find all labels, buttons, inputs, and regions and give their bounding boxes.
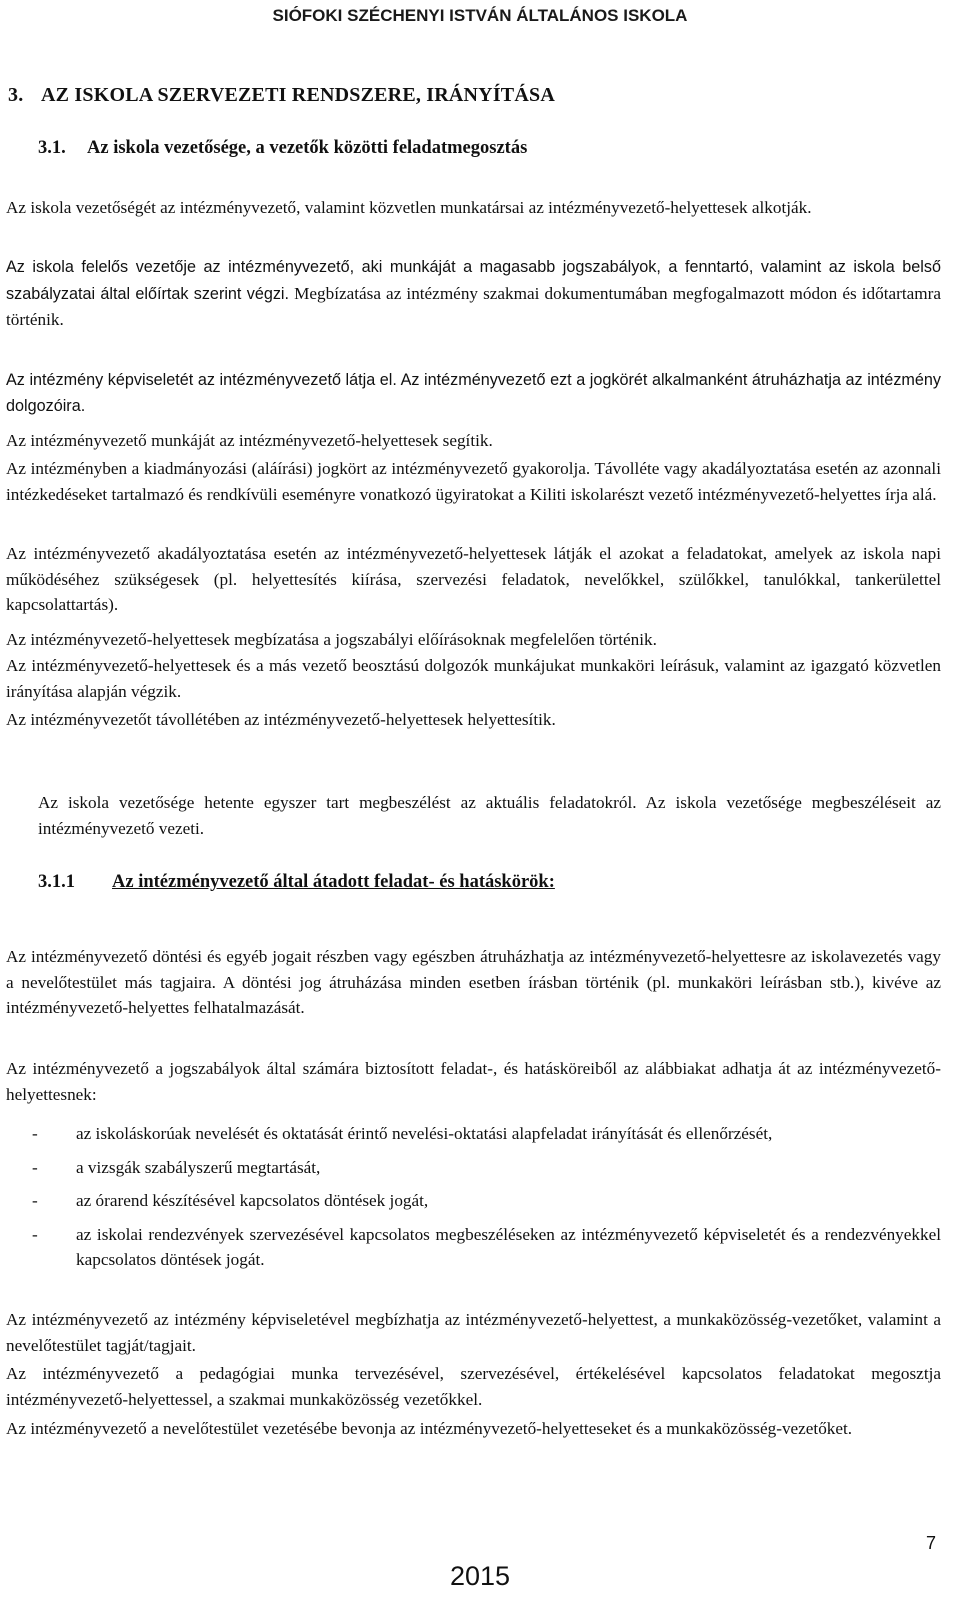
delegated-tasks-list	[6, 1121, 941, 1281]
paragraph-text: Megbízatása az intézmény szakmai dokumentumában megfogalmazott módon és időtartamra történik.	[6, 283, 941, 329]
paragraph: Az intézményvezető a jogszabályok által számára biztosított feladat-, és hatásköreiből az alábbiakat adhatja át az intézményvezető-helyettesnek:	[6, 1059, 941, 1104]
footer-year: 2015	[449, 1561, 511, 1591]
paragraph: Az intézményvezető a pedagógiai munka tervezésével, szervezésével, értékelésével kapcsolatos feladatokat megosztja intézményvezető-helyettessel, a szakmai munkaközösség vezetőkkel.	[6, 1364, 941, 1409]
paragraph: Az intézményvezető a nevelőtestület vezetésébe bevonja az intézményvezető-helyetteseket és a munkaközösség-vezetőket.	[6, 1419, 853, 1438]
list-item-text: az iskoláskorúak nevelését és oktatását érintő nevelési-oktatási alapfeladat irányítását és ellenőrzését,	[76, 1124, 773, 1143]
list-item	[6, 1155, 941, 1181]
paragraph: Az iskola vezetősége hetente egyszer tart megbeszélést az aktuális feladatokról. Az iskola vezetősége megbeszéléseit az intézményvezető vezeti.	[38, 793, 941, 838]
subsection-title: Az iskola vezetősége, a vezetők közötti feladatmegosztás	[87, 138, 528, 158]
subsubsection-number: 3.1.1	[38, 872, 75, 892]
paragraph	[6, 368, 941, 419]
section-heading	[8, 84, 555, 107]
list-item-text: az órarend készítésével kapcsolatos döntések jogát,	[76, 1191, 429, 1210]
subsection-heading	[38, 138, 527, 159]
list-item	[6, 1121, 941, 1147]
paragraph: Az intézményvezető-helyettesek és a más vezető beosztású dolgozók munkájukat munkaköri leírásuk, valamint az igazgató közvetlen irányítása alapján végzik.	[6, 656, 941, 701]
paragraph-text: Az intézmény képviseletét az intézményvezető látja el.	[6, 371, 397, 389]
list-dash: -	[32, 1191, 38, 1210]
section-number: 3.	[8, 84, 24, 106]
list-item-text: a vizsgák szabályszerű megtartását,	[76, 1157, 321, 1177]
subsubsection-title: Az intézményvezető által átadott feladat- és hatáskörök:	[112, 872, 555, 892]
paragraph-text: Az intézményvezető ezt a jogkörét alkalmanként átruházhatja az intézmény dolgozóira.	[6, 371, 941, 415]
list-dash: -	[32, 1157, 38, 1177]
paragraph: Az intézményben a kiadmányozási (aláírási) jogkört az intézményvezető gyakorolja. Távolléte vagy akadályoztatása esetén az azonnali intézkedéseket tartalmazó és rendkívüli eseményre vonatkozó ügyiratokat a Kiliti iskolarészt vezető intézményvezető-helyettes írja alá.	[6, 459, 941, 504]
subsection-number: 3.1.	[38, 138, 66, 158]
subsubsection-heading	[38, 872, 555, 893]
page-number: 7	[925, 1533, 936, 1553]
paragraph: Az iskola vezetőségét az intézményvezető, valamint közvetlen munkatársai az intézményvezető-helyettesek alkotják.	[6, 198, 812, 217]
paragraph: Az intézményvezetőt távollétében az intézményvezető-helyettesek helyettesítik.	[6, 710, 556, 729]
paragraph: Az intézményvezető akadályoztatása esetén az intézményvezető-helyettesek látják el azokat a feladatokat, amelyek az iskola napi működéséhez szükségesek (pl. helyettesítés kiírása, szervezési feladatok, nevelőkkel, szülőkkel, tanulókkal, tankerülettel kapcsolattartás).	[6, 544, 941, 614]
section-title: AZ ISKOLA SZERVEZETI RENDSZERE, IRÁNYÍTÁSA	[41, 84, 555, 106]
page-header: SIÓFOKI SZÉCHENYI ISTVÁN ÁLTALÁNOS ISKOLA	[272, 6, 688, 25]
list-dash: -	[32, 1224, 38, 1244]
list-item	[6, 1188, 941, 1214]
paragraph	[6, 255, 941, 334]
list-dash: -	[32, 1124, 38, 1143]
paragraph: Az intézményvezető az intézmény képviseletével megbízhatja az intézményvezető-helyettest, a munkaközösség-vezetőket, valamint a nevelőtestület tagját/tagjait.	[6, 1310, 941, 1355]
list-item-text: az iskolai rendezvények szervezésével kapcsolatos megbeszéléseken az intézményvezető képviseletét és a rendezvényekkel kapcsolatos döntések jogát.	[76, 1224, 941, 1269]
paragraph: Az intézményvezető munkáját az intézményvezető-helyettesek segítik.	[6, 431, 493, 450]
paragraph-text: Az iskola felelős vezetője az intézményvezető, aki munkáját a magasabb jogszabályok, a fenntartó, valamint az iskola belső szabályzatai által előírtak szerint végzi.	[6, 258, 941, 303]
list-item	[6, 1222, 941, 1273]
paragraph: Az intézményvezető-helyettesek megbízatása a jogszabályi előírásoknak megfelelően történik.	[6, 630, 657, 649]
paragraph: Az intézményvezető döntési és egyéb jogait részben vagy egészben átruházhatja az intézményvezető-helyettesre az iskolavezetés vagy a nevelőtestület más tagjaira. A döntési jog átruházása minden esetben írásban történik (pl. munkaköri leírásban stb.), kivéve az intézményvezető-helyettes felhatalmazását.	[6, 947, 941, 1017]
